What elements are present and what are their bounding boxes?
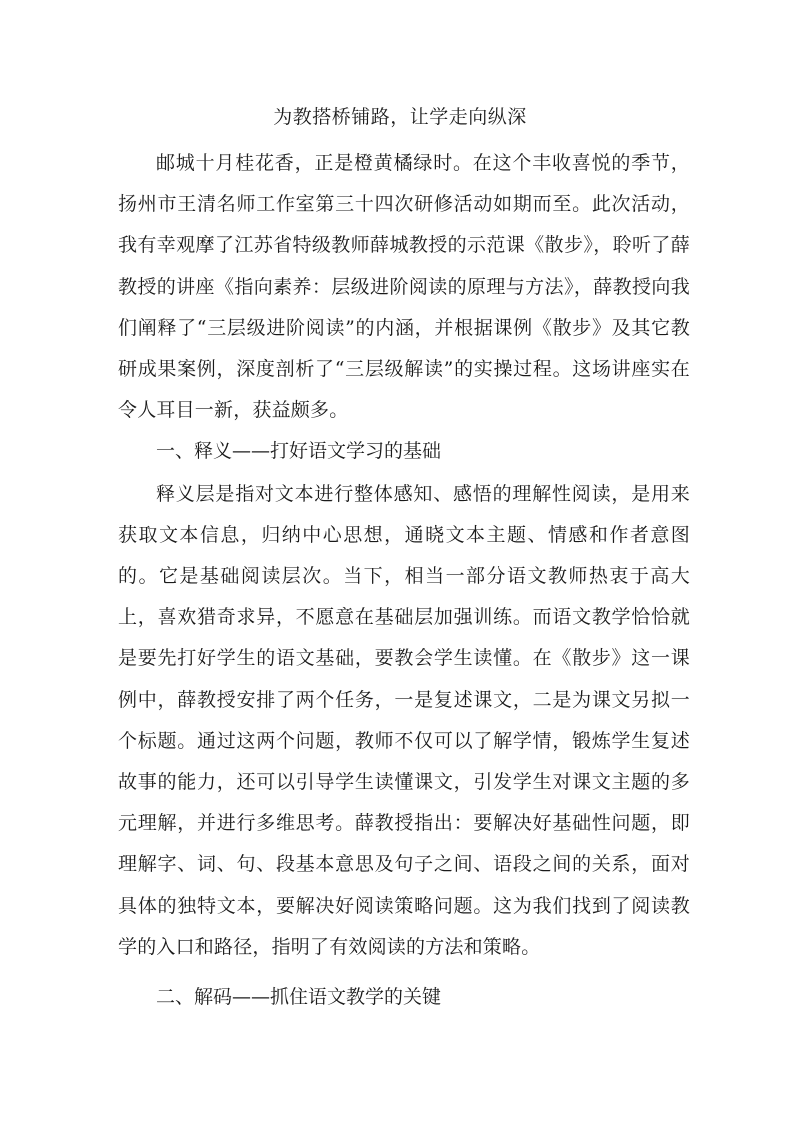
section-heading-2: 二、解码——抓住语文教学的关键 (156, 986, 442, 1009)
document-title: 为教搭桥铺路，让学走向纵深 (273, 106, 527, 128)
document-body (118, 143, 690, 1018)
section-heading-1: 一、释义——打好语文学习的基础 (156, 440, 442, 463)
section-paragraph-1: 释义层是指对文本进行整体感知、感悟的理解性阅读，是用来获取文本信息，归纳中心思想，通晓文本主题、情感和作者意图的。它是基础阅读层次。当下，相当一部分语文教师热衷于高大上，喜欢猎奇求异，不愿意在基础层加强训练。而语文教学恰恰就是要先打好学生的语文基础，要教会学生读懂。在《散步》这一课例中，薛教授安排了两个任务，一是复述课文，二是为课文另拟一个标题。通过这两个问题，教师不仅可以了解学情，锻炼学生复述故事的能力，还可以引导学生读懂课文，引发学生对课文主题的多元理解，并进行多维思考。薛教授指出：要解决好基础性问题，即理解字、词、句、段基本意思及句子之间、语段之间的关系，面对具体的独特文本，要解决好阅读策略问题。这为我们找到了阅读教学的入口和路径，指明了有效阅读的方法和策略。 (118, 482, 690, 958)
intro-paragraph: 邮城十月桂花香，正是橙黄橘绿时。在这个丰收喜悦的季节，扬州市王清名师工作室第三十四次研修活动如期而至。此次活动，我有幸观摩了江苏省特级教师薛城教授的示范课《散步》，聆听了薛教授的讲座《指向素养：层级进阶阅读的原理与方法》，薛教授向我们阐释了“三层级进阶阅读”的内涵，并根据课例《散步》及其它教研成果案例，深度剖析了“三层级解读”的实操过程。这场讲座实在令人耳目一新，获益颇多。 (118, 152, 690, 422)
